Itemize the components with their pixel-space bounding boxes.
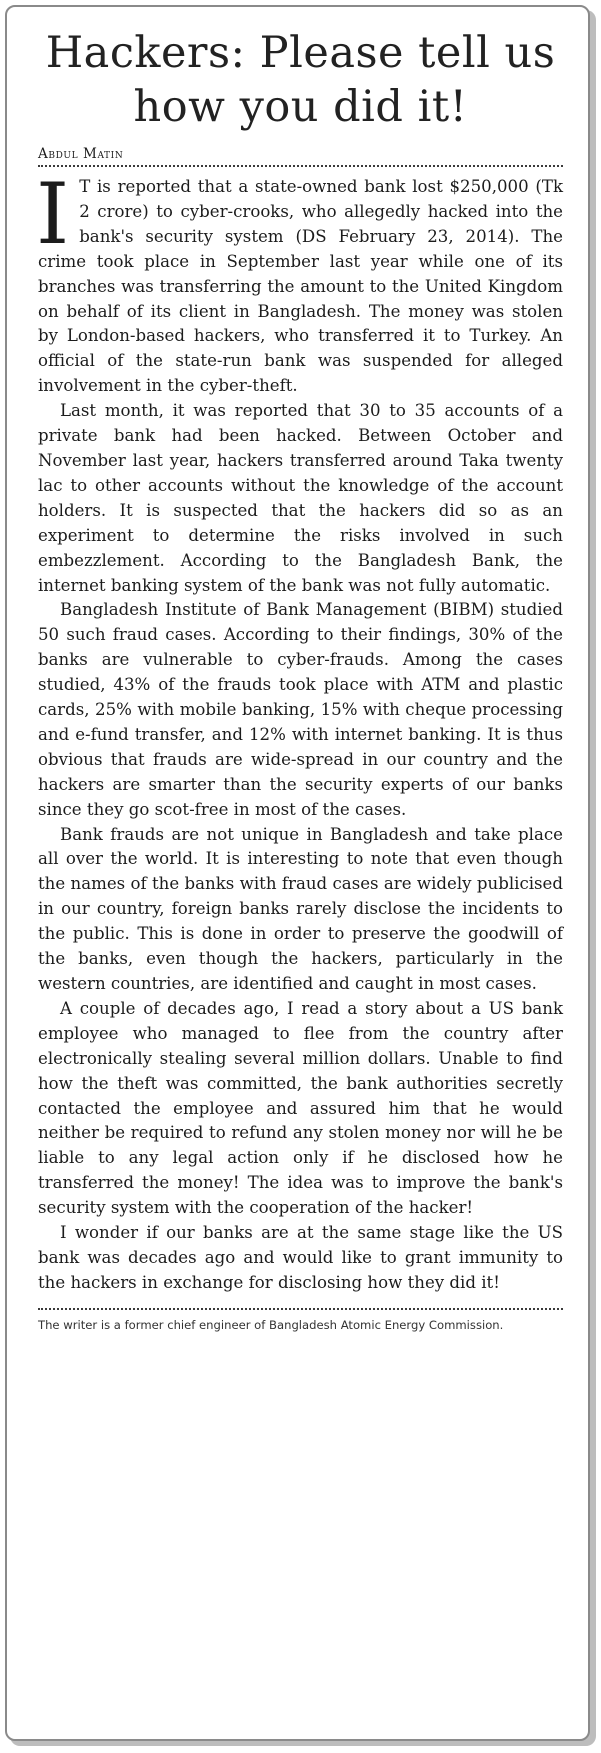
- article-paragraph-2: Last month, it was reported that 30 to 35 accounts of a private bank had been hacked. Between October and November last year, hackers transferred around Taka twenty lac to other accounts without the knowledge of the account holders. It is suspected that the hackers did so as an experiment to determine the risks involved in such embezzlement. According to the Bangladesh Bank, the internet banking system of the bank was not fully automatic.: [38, 401, 563, 595]
- byline-divider: [38, 165, 563, 167]
- article-headline: Hackers: Please tell us how you did it!: [45, 28, 556, 132]
- footer-divider: [38, 1308, 563, 1310]
- article-paragraph-4: Bank frauds are not unique in Bangladesh and take place all over the world. It is interesting to note that even though the names of the banks with fraud cases are widely publicised in our country, foreign banks rarely disclose the incidents to the public. This is done in order to preserve the goodwill of the banks, even though the hackers, particularly in the western countries, are identified and caught in most cases.: [38, 824, 563, 993]
- article-paragraph-3: Bangladesh Institute of Bank Management (BIBM) studied 50 such fraud cases. According to their findings, 30% of the banks are vulnerable to cyber-frauds. Among the cases studied, 43% of the frauds took place with ATM and plastic cards, 25% with mobile banking, 15% with cheque processing and e-fund transfer, and 12% with internet banking. It is thus obvious that frauds are wide-spread in our country and the hackers are smarter than the security experts of our banks since they go scot-free in most of the cases.: [38, 600, 563, 819]
- article-content: [38, 26, 563, 1333]
- article-byline: Abdul Matin: [38, 146, 124, 162]
- drop-cap: I: [36, 165, 70, 263]
- article-paragraph-6: I wonder if our banks are at the same stage like the US bank was decades ago and would like to grant immunity to the hackers in exchange for disclosing how they did it!: [38, 1223, 563, 1292]
- article-paragraph-5: A couple of decades ago, I read a story about a US bank employee who managed to flee from the country after electronically stealing several million dollars. Unable to find how the theft was committed, the bank authorities secretly contacted the employee and assured him that he would neither be required to refund any stolen money nor will he be liable to any legal action only if he disclosed how he transferred the money! The idea was to improve the bank's security system with the cooperation of the hacker!: [38, 998, 563, 1218]
- author-note: The writer is a former chief engineer of Bangladesh Atomic Energy Commission.: [38, 1317, 504, 1332]
- paragraph-1-text: T is reported that a state-owned bank lost $250,000 (Tk 2 crore) to cyber-crooks, who allegedly hacked into the bank's security system (DS February 23, 2014). The crime took place in September last year while one of its branches was transferring the amount to the United Kingdom on behalf of its client in Bangladesh. The money was stolen by London-based hackers, who transferred it to Turkey. An official of the state-run bank was suspended for alleged involvement in the cyber-theft.: [38, 177, 563, 396]
- article-paragraph-1: [36, 165, 563, 399]
- article-body: [36, 165, 563, 1296]
